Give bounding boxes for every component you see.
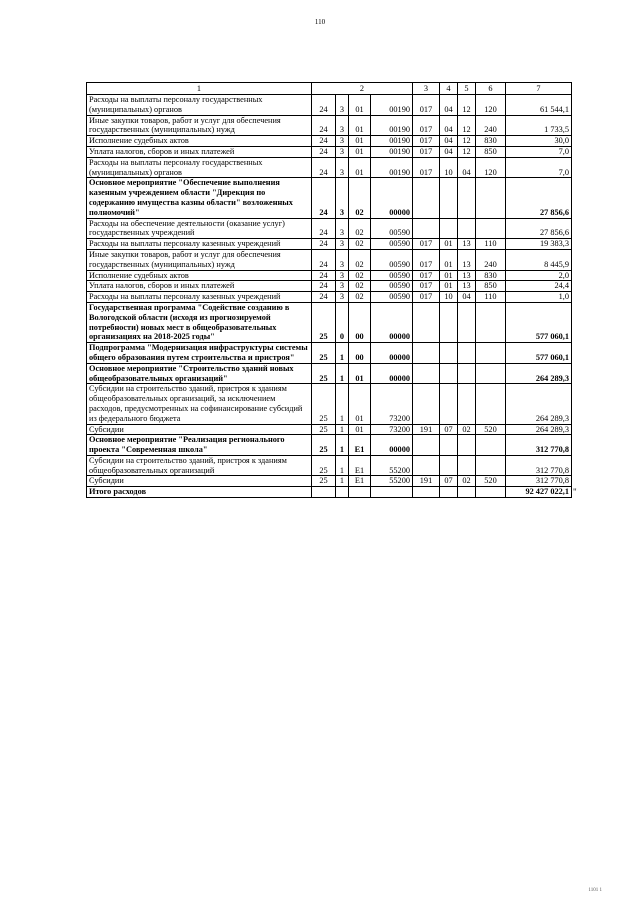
footer-mark: 1101 1 [588, 888, 602, 893]
cell-b: 3 [336, 157, 349, 178]
cell-rz: 10 [440, 157, 458, 178]
cell-c: 02 [349, 292, 371, 303]
cell-b: 3 [336, 218, 349, 239]
cell-sum: 264 289,3 [506, 424, 572, 435]
table-row [87, 146, 572, 157]
cell-d: 00590 [371, 281, 413, 292]
cell-b: 1 [336, 363, 349, 384]
cell-vr: 520 [476, 424, 506, 435]
table-row [87, 178, 572, 218]
cell-d: 00190 [371, 146, 413, 157]
cell-sum: 1,0 [506, 292, 572, 303]
table-row [87, 218, 572, 239]
cell-rz: 01 [440, 281, 458, 292]
cell-name: Подпрограмма "Модернизация инфраструктуры системы общего образования путем строительства и пристроя" [87, 343, 312, 364]
cell-vr [476, 455, 506, 476]
header-col-6: 6 [476, 83, 506, 95]
cell-c: 02 [349, 178, 371, 218]
table-row [87, 281, 572, 292]
cell-name: Уплата налогов, сборов и иных платежей [87, 146, 312, 157]
cell-rz [440, 302, 458, 342]
cell-vr [476, 218, 506, 239]
cell-a: 24 [312, 218, 336, 239]
cell-name: Расходы на выплаты персоналу государственных (муниципальных) органов [87, 157, 312, 178]
cell-b: 1 [336, 476, 349, 487]
cell-b: 0 [336, 302, 349, 342]
cell-pr [458, 343, 476, 364]
cell-a: 24 [312, 95, 336, 116]
cell-vr: 120 [476, 95, 506, 116]
cell-a: 24 [312, 146, 336, 157]
cell-b: 1 [336, 343, 349, 364]
cell-c: E1 [349, 476, 371, 487]
cell-rz [440, 178, 458, 218]
cell-c [349, 487, 371, 498]
cell-ved: 191 [413, 424, 440, 435]
cell-rz [440, 343, 458, 364]
cell-pr: 13 [458, 270, 476, 281]
header-col-7: 7 [506, 83, 572, 95]
cell-b: 1 [336, 424, 349, 435]
cell-d: 00190 [371, 115, 413, 136]
budget-table [86, 82, 572, 498]
cell-pr: 13 [458, 281, 476, 292]
cell-d: 00190 [371, 136, 413, 147]
cell-a: 24 [312, 281, 336, 292]
cell-name: Расходы на обеспечение деятельности (оказание услуг) государственных учреждений [87, 218, 312, 239]
cell-ved [413, 218, 440, 239]
cell-name: Иные закупки товаров, работ и услуг для обеспечения государственных (муниципальных) нужд [87, 249, 312, 270]
cell-sum: 92 427 022,1 [506, 487, 572, 498]
table-row [87, 249, 572, 270]
cell-sum: 27 856,6 [506, 178, 572, 218]
cell-sum: 264 289,3 [506, 384, 572, 424]
cell-d: 00000 [371, 178, 413, 218]
cell-a: 24 [312, 136, 336, 147]
cell-b: 3 [336, 95, 349, 116]
table-row [87, 476, 572, 487]
cell-ved: 017 [413, 136, 440, 147]
cell-c: 01 [349, 146, 371, 157]
cell-ved: 017 [413, 292, 440, 303]
cell-a: 24 [312, 157, 336, 178]
cell-b: 3 [336, 239, 349, 250]
table-row [87, 487, 572, 498]
cell-vr: 520 [476, 476, 506, 487]
cell-name: Расходы на выплаты персоналу государственных (муниципальных) органов [87, 95, 312, 116]
header-col-4: 4 [440, 83, 458, 95]
cell-d: 55200 [371, 455, 413, 476]
cell-c: 01 [349, 363, 371, 384]
cell-vr [476, 384, 506, 424]
cell-b: 3 [336, 249, 349, 270]
table-header-row [87, 83, 572, 95]
cell-ved [413, 487, 440, 498]
cell-name: Итого расходов [87, 487, 312, 498]
cell-sum: 2,0 [506, 270, 572, 281]
cell-b: 1 [336, 435, 349, 456]
cell-c: 02 [349, 270, 371, 281]
cell-name: Основное мероприятие "Строительство зданий новых общеобразовательных организаций" [87, 363, 312, 384]
cell-pr: 04 [458, 157, 476, 178]
cell-ved [413, 363, 440, 384]
cell-b: 3 [336, 281, 349, 292]
cell-vr: 120 [476, 157, 506, 178]
cell-ved: 017 [413, 239, 440, 250]
cell-vr [476, 363, 506, 384]
cell-a: 25 [312, 302, 336, 342]
page-number: 110 [314, 18, 326, 26]
cell-d: 00000 [371, 363, 413, 384]
cell-b: 1 [336, 455, 349, 476]
table-row [87, 435, 572, 456]
cell-sum: 312 770,8 [506, 435, 572, 456]
cell-sum: 61 544,1 [506, 95, 572, 116]
cell-rz [440, 363, 458, 384]
table-row [87, 239, 572, 250]
cell-sum: 7,0 [506, 157, 572, 178]
cell-rz: 04 [440, 115, 458, 136]
table-row [87, 136, 572, 147]
cell-a: 24 [312, 115, 336, 136]
cell-sum: 312 770,8 [506, 476, 572, 487]
cell-pr: 12 [458, 136, 476, 147]
cell-pr: 12 [458, 95, 476, 116]
cell-vr [476, 178, 506, 218]
cell-d: 00190 [371, 95, 413, 116]
cell-d: 00000 [371, 435, 413, 456]
cell-d: 00590 [371, 249, 413, 270]
cell-pr: 02 [458, 476, 476, 487]
cell-pr: 13 [458, 239, 476, 250]
cell-d: 00190 [371, 157, 413, 178]
cell-pr: 13 [458, 249, 476, 270]
cell-sum: 8 445,9 [506, 249, 572, 270]
cell-b [336, 487, 349, 498]
cell-sum: 19 383,3 [506, 239, 572, 250]
cell-d: 73200 [371, 384, 413, 424]
header-col-2: 2 [312, 83, 413, 95]
table-row [87, 157, 572, 178]
cell-b: 3 [336, 270, 349, 281]
cell-vr: 850 [476, 281, 506, 292]
cell-sum: 24,4 [506, 281, 572, 292]
cell-c: 00 [349, 343, 371, 364]
cell-pr [458, 487, 476, 498]
cell-pr [458, 435, 476, 456]
cell-c: 01 [349, 95, 371, 116]
cell-sum: 7,0 [506, 146, 572, 157]
cell-pr [458, 363, 476, 384]
cell-ved [413, 384, 440, 424]
cell-pr: 02 [458, 424, 476, 435]
cell-c: 02 [349, 249, 371, 270]
header-col-1: 1 [87, 83, 312, 95]
cell-sum: 577 060,1 [506, 343, 572, 364]
cell-rz: 10 [440, 292, 458, 303]
cell-rz: 07 [440, 424, 458, 435]
cell-sum: 1 733,5 [506, 115, 572, 136]
cell-rz: 04 [440, 136, 458, 147]
cell-ved: 017 [413, 249, 440, 270]
cell-d: 00000 [371, 343, 413, 364]
cell-b: 3 [336, 292, 349, 303]
cell-name: Расходы на выплаты персоналу казенных учреждений [87, 239, 312, 250]
cell-vr [476, 302, 506, 342]
cell-pr [458, 302, 476, 342]
cell-pr: 12 [458, 115, 476, 136]
table-row [87, 424, 572, 435]
cell-b: 1 [336, 384, 349, 424]
cell-ved: 017 [413, 281, 440, 292]
header-col-3: 3 [413, 83, 440, 95]
cell-name: Уплата налогов, сборов и иных платежей [87, 281, 312, 292]
cell-pr [458, 455, 476, 476]
cell-vr: 110 [476, 239, 506, 250]
cell-ved [413, 455, 440, 476]
cell-rz [440, 218, 458, 239]
cell-c: 01 [349, 115, 371, 136]
cell-a: 24 [312, 249, 336, 270]
cell-vr: 240 [476, 249, 506, 270]
cell-d: 00590 [371, 292, 413, 303]
cell-vr [476, 435, 506, 456]
cell-a: 25 [312, 424, 336, 435]
cell-d: 73200 [371, 424, 413, 435]
cell-vr: 110 [476, 292, 506, 303]
cell-name: Субсидии на строительство зданий, пристроя к зданиям общеобразовательных организаций, за исключением расходов, предусмотренных на софинансирование субсидий из федерального бюджета [87, 384, 312, 424]
cell-ved [413, 302, 440, 342]
cell-sum: 264 289,3 [506, 363, 572, 384]
table-row [87, 115, 572, 136]
cell-ved: 017 [413, 270, 440, 281]
cell-rz [440, 435, 458, 456]
cell-a: 24 [312, 270, 336, 281]
cell-ved [413, 178, 440, 218]
cell-pr: 12 [458, 146, 476, 157]
cell-c: 00 [349, 302, 371, 342]
cell-a: 24 [312, 292, 336, 303]
table-row [87, 95, 572, 116]
closing-quote-mark: " [573, 486, 577, 497]
cell-a: 25 [312, 363, 336, 384]
cell-c: 02 [349, 281, 371, 292]
cell-c: 01 [349, 136, 371, 147]
table-row [87, 384, 572, 424]
cell-pr [458, 178, 476, 218]
cell-rz: 01 [440, 239, 458, 250]
cell-b: 3 [336, 115, 349, 136]
cell-c: E1 [349, 435, 371, 456]
table-row [87, 302, 572, 342]
header-col-5: 5 [458, 83, 476, 95]
cell-sum: 577 060,1 [506, 302, 572, 342]
cell-vr: 830 [476, 270, 506, 281]
cell-c: 01 [349, 424, 371, 435]
cell-d: 00590 [371, 270, 413, 281]
cell-a: 25 [312, 343, 336, 364]
table-row [87, 270, 572, 281]
cell-name: Субсидии [87, 424, 312, 435]
cell-vr [476, 487, 506, 498]
cell-ved: 017 [413, 95, 440, 116]
cell-c: 01 [349, 157, 371, 178]
cell-ved: 017 [413, 115, 440, 136]
cell-ved: 017 [413, 146, 440, 157]
cell-a [312, 487, 336, 498]
cell-name: Основное мероприятие "Реализация регионального проекта "Современная школа" [87, 435, 312, 456]
cell-vr: 830 [476, 136, 506, 147]
cell-vr: 240 [476, 115, 506, 136]
cell-name: Исполнение судебных актов [87, 136, 312, 147]
cell-rz [440, 455, 458, 476]
table-row [87, 455, 572, 476]
cell-b: 3 [336, 146, 349, 157]
table-row [87, 343, 572, 364]
cell-d: 00000 [371, 302, 413, 342]
cell-b: 3 [336, 178, 349, 218]
cell-c: 01 [349, 384, 371, 424]
cell-pr [458, 384, 476, 424]
cell-rz: 07 [440, 476, 458, 487]
cell-d: 00590 [371, 218, 413, 239]
cell-ved [413, 343, 440, 364]
cell-sum: 30,0 [506, 136, 572, 147]
cell-name: Основное мероприятие "Обеспечение выполнения казенным учреждением области "Дирекция по содержанию имущества казны области" возложенных полномочий" [87, 178, 312, 218]
cell-d: 55200 [371, 476, 413, 487]
cell-c: 02 [349, 239, 371, 250]
cell-d [371, 487, 413, 498]
cell-a: 24 [312, 178, 336, 218]
cell-a: 25 [312, 435, 336, 456]
cell-name: Субсидии на строительство зданий, пристроя к зданиям общеобразовательных организаций [87, 455, 312, 476]
cell-c: E1 [349, 455, 371, 476]
cell-rz: 01 [440, 270, 458, 281]
cell-a: 25 [312, 384, 336, 424]
cell-name: Иные закупки товаров, работ и услуг для обеспечения государственных (муниципальных) нужд [87, 115, 312, 136]
cell-d: 00590 [371, 239, 413, 250]
cell-rz [440, 384, 458, 424]
table-row [87, 292, 572, 303]
table-row [87, 363, 572, 384]
cell-rz [440, 487, 458, 498]
cell-a: 25 [312, 455, 336, 476]
cell-pr [458, 218, 476, 239]
cell-b: 3 [336, 136, 349, 147]
cell-ved [413, 435, 440, 456]
cell-vr [476, 343, 506, 364]
cell-sum: 27 856,6 [506, 218, 572, 239]
cell-ved: 017 [413, 157, 440, 178]
cell-sum: 312 770,8 [506, 455, 572, 476]
cell-rz: 04 [440, 146, 458, 157]
cell-c: 02 [349, 218, 371, 239]
cell-a: 24 [312, 239, 336, 250]
cell-vr: 850 [476, 146, 506, 157]
cell-a: 25 [312, 476, 336, 487]
cell-name: Субсидии [87, 476, 312, 487]
cell-rz: 01 [440, 249, 458, 270]
cell-name: Государственная программа "Содействие созданию в Вологодской области (исходя из прогнозируемой потребности) новых мест в общеобразовательных организациях на 2018-2025 годы" [87, 302, 312, 342]
cell-ved: 191 [413, 476, 440, 487]
cell-rz: 04 [440, 95, 458, 116]
cell-pr: 04 [458, 292, 476, 303]
cell-name: Расходы на выплаты персоналу казенных учреждений [87, 292, 312, 303]
cell-name: Исполнение судебных актов [87, 270, 312, 281]
